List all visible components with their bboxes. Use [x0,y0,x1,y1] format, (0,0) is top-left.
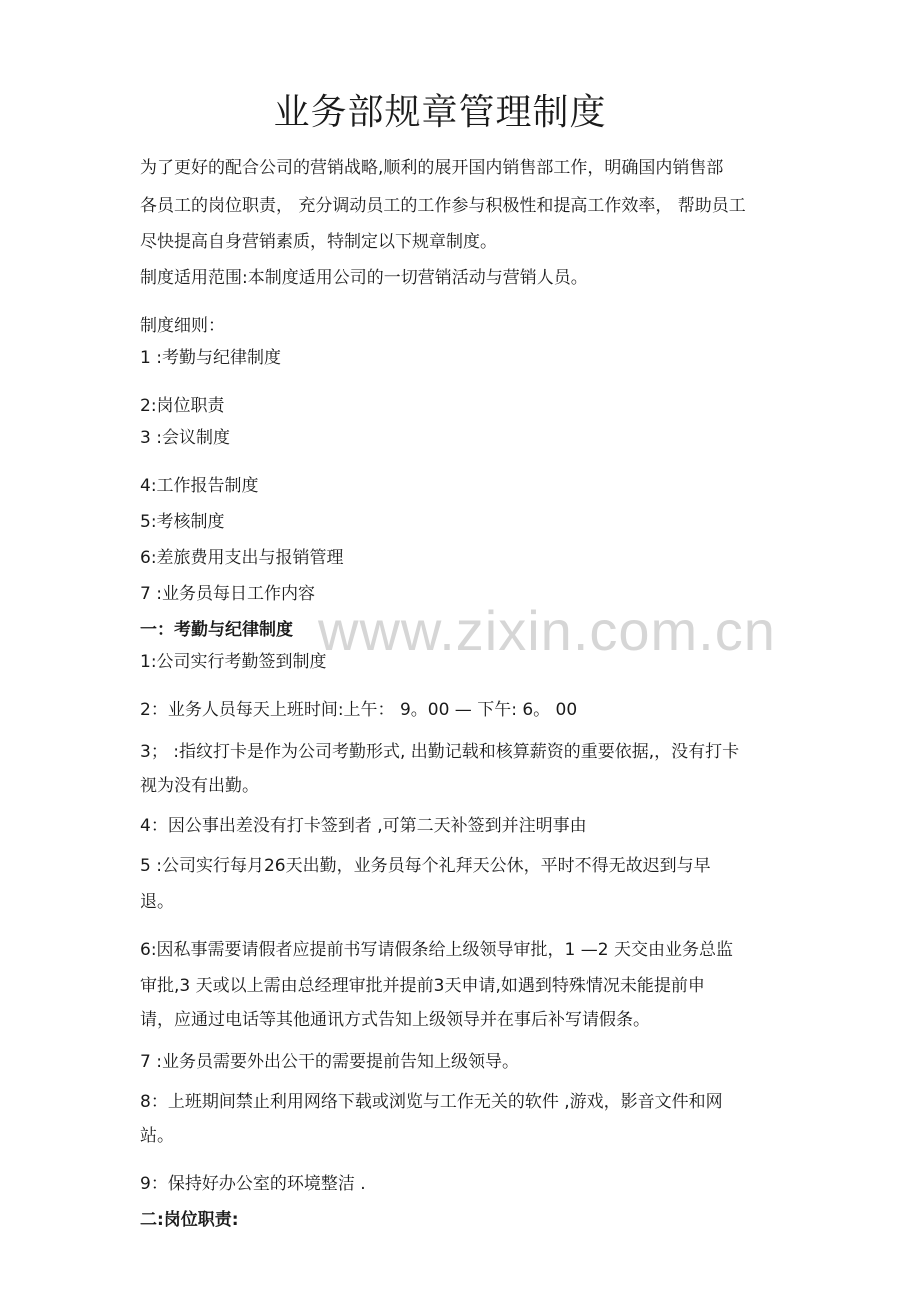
rules-item-5: 5:考核制度 [140,512,225,532]
section-1-item-1: 1:公司实行考勤签到制度 [140,652,327,672]
intro-line-3: 尽快提高自身营销素质，特制定以下规章制度。 [140,232,497,252]
section-2-heading: 二:岗位职责: [140,1210,239,1230]
section-1-item-8-line-2: 站。 [140,1126,174,1146]
section-1-item-2: 2：业务人员每天上班时间:上午： 9。00 — 下午: 6。 00 [140,700,578,720]
rules-item-2: 2:岗位职责 [140,396,225,416]
scope-line: 制度适用范围:本制度适用公司的一切营销活动与营销人员。 [140,268,588,288]
rules-heading: 制度细则： [140,316,225,336]
section-1-item-3-line-1: 3； :指纹打卡是作为公司考勤形式, 出勤记载和核算薪资的重要依据,，没有打卡 [140,742,740,762]
rules-item-7: 7 :业务员每日工作内容 [140,584,315,604]
section-1-item-6-line-2: 审批,3 天或以上需由总经理审批并提前3天申请,如遇到特殊情况未能提前申 [140,976,705,996]
section-1-item-7: 7 :业务员需要外出公干的需要提前告知上级领导。 [140,1052,519,1072]
section-1-item-5-line-1: 5 :公司实行每月26天出勤，业务员每个礼拜天公休，平时不得无故迟到与早 [140,856,711,876]
watermark: www.zixin.com.cn [318,599,776,662]
section-1-item-5-line-2: 退。 [140,892,174,912]
rules-item-3: 3 :会议制度 [140,428,230,448]
section-1-item-6-line-3: 请，应通过电话等其他通讯方式告知上级领导并在事后补写请假条。 [140,1010,650,1030]
intro-line-2: 各员工的岗位职责， 充分调动员工的工作参与积极性和提高工作效率， 帮助员工 [140,196,746,216]
section-1-item-6-line-1: 6:因私事需要请假者应提前书写请假条给上级领导审批，1 —2 天交由业务总监 [140,940,733,960]
intro-line-1: 为了更好的配合公司的营销战略,顺利的展开国内销售部工作，明确国内销售部 [140,158,724,178]
document-title: 业务部规章管理制度 [273,92,607,133]
section-1-item-3-line-2: 视为没有出勤。 [140,776,259,796]
section-1-heading: 一：考勤与纪律制度 [140,620,293,640]
rules-item-1: 1 :考勤与纪律制度 [140,348,281,368]
section-1-item-9: 9：保持好办公室的环境整洁 . [140,1174,366,1194]
rules-item-6: 6:差旅费用支出与报销管理 [140,548,344,568]
section-1-item-4: 4：因公事出差没有打卡签到者 ,可第二天补签到并注明事由 [140,816,587,836]
section-1-item-8-line-1: 8：上班期间禁止利用网络下载或浏览与工作无关的软件 ,游戏，影音文件和网 [140,1092,723,1112]
rules-item-4: 4:工作报告制度 [140,476,259,496]
